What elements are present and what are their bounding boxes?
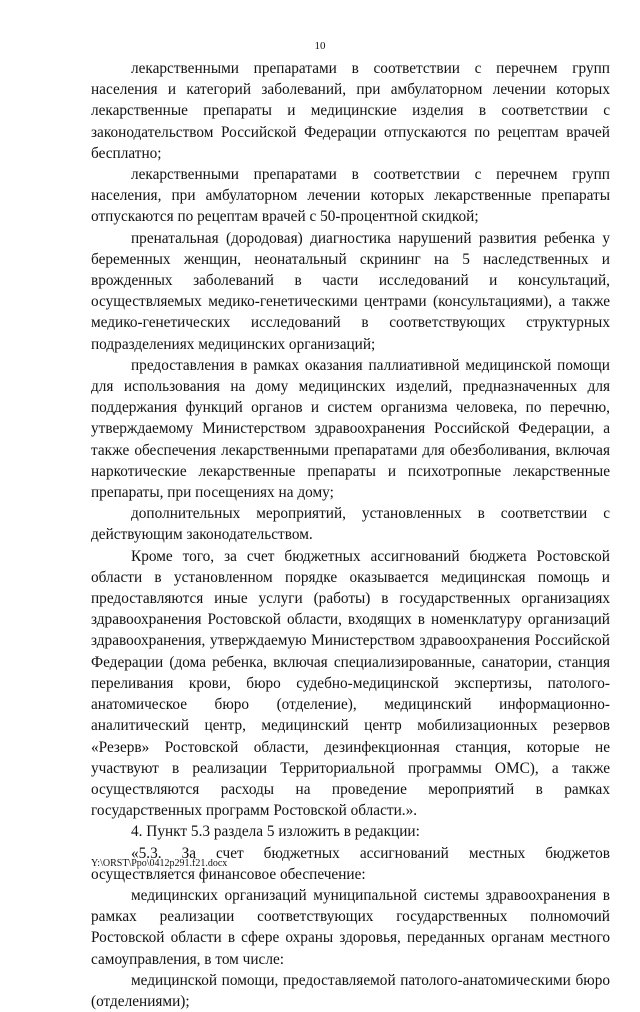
- paragraph: медицинской помощи, предоставляемой патолого-анатомическими бюро (отделениями);: [91, 971, 610, 1010]
- paragraph: лекарственными препаратами в соответствии с перечнем групп населения и категорий заболеваний, при амбулаторном лечении которых лекарственные препараты и медицинские изделия в соответствии с законодательством Российской Федерации отпускаются по рецептам врачей бесплатно;: [91, 60, 610, 162]
- paragraph: медицинских организаций муниципальной системы здравоохранения в рамках реализации соответствующих государственных полномочий Ростовской области в сфере охраны здоровья, переданных органам местного самоуправления, в том числе:: [91, 886, 610, 968]
- paragraph: «5.3. За счет бюджетных ассигнований местных бюджетов осуществляется финансовое обеспечение:: [91, 844, 610, 883]
- paragraph: предоставления в рамках оказания паллиативной медицинской помощи для использования на дому медицинских изделий, предназначенных для поддержания функций органов и систем организма человека, по перечню, утверждаемому Министерством здравоохранения Российской Федерации, а также обеспечения лекарственными препаратами для обезболивания, включая наркотические лекарственные препараты и психотропные лекарственные препараты, при посещениях на дому;: [91, 356, 610, 502]
- page-number: 10: [314, 40, 326, 52]
- paragraph: пренатальная (дородовая) диагностика нарушений развития ребенка у беременных женщин, неонатальный скрининг на 5 наследственных и врожденных заболеваний в части исследований и консультаций, осуществляемых медико-генетическими центрами (консультациями), а также медико-генетических исследований в соответствующих структурных подразделениях медицинских организаций;: [91, 229, 610, 353]
- paragraph: дополнительных мероприятий, установленных в соответствии с действующим законодательством.: [91, 505, 610, 544]
- paragraph: лекарственными препаратами в соответствии с перечнем групп населения, при амбулаторном лечении которых лекарственные препараты отпускаются по рецептам врачей с 50-процентной скидкой;: [91, 166, 610, 226]
- paragraph: 4. Пункт 5.3 раздела 5 изложить в редакции:: [131, 823, 420, 841]
- footer-file-path: Y:\ORST\Ppo\0412p291.f21.docx: [91, 858, 228, 869]
- paragraph: Кроме того, за счет бюджетных ассигнований бюджета Ростовской области в установленном порядке оказывается медицинская помощь и предоставляются иные услуги (работы) в государственных организациях здравоохранения Ростовской области, входящих в номенклатуру организаций здравоохранения, утверждаемую Министерством здравоохранения Российской Федерации (дома ребенка, включая специализированные, санатории, станция переливания крови, бюро судебно-медицинской экспертизы, патолого-анатомическое бюро (отделение), медицинский информационно-аналитический центр, медицинский центр мобилизационных резервов «Резерв» Ростовской области, дезинфекционная станция, которые не участвуют в реализации Территориальной программы ОМС), а также осуществляются расходы на проведение мероприятий в рамках государственных программ Ростовской области.».: [91, 547, 610, 820]
